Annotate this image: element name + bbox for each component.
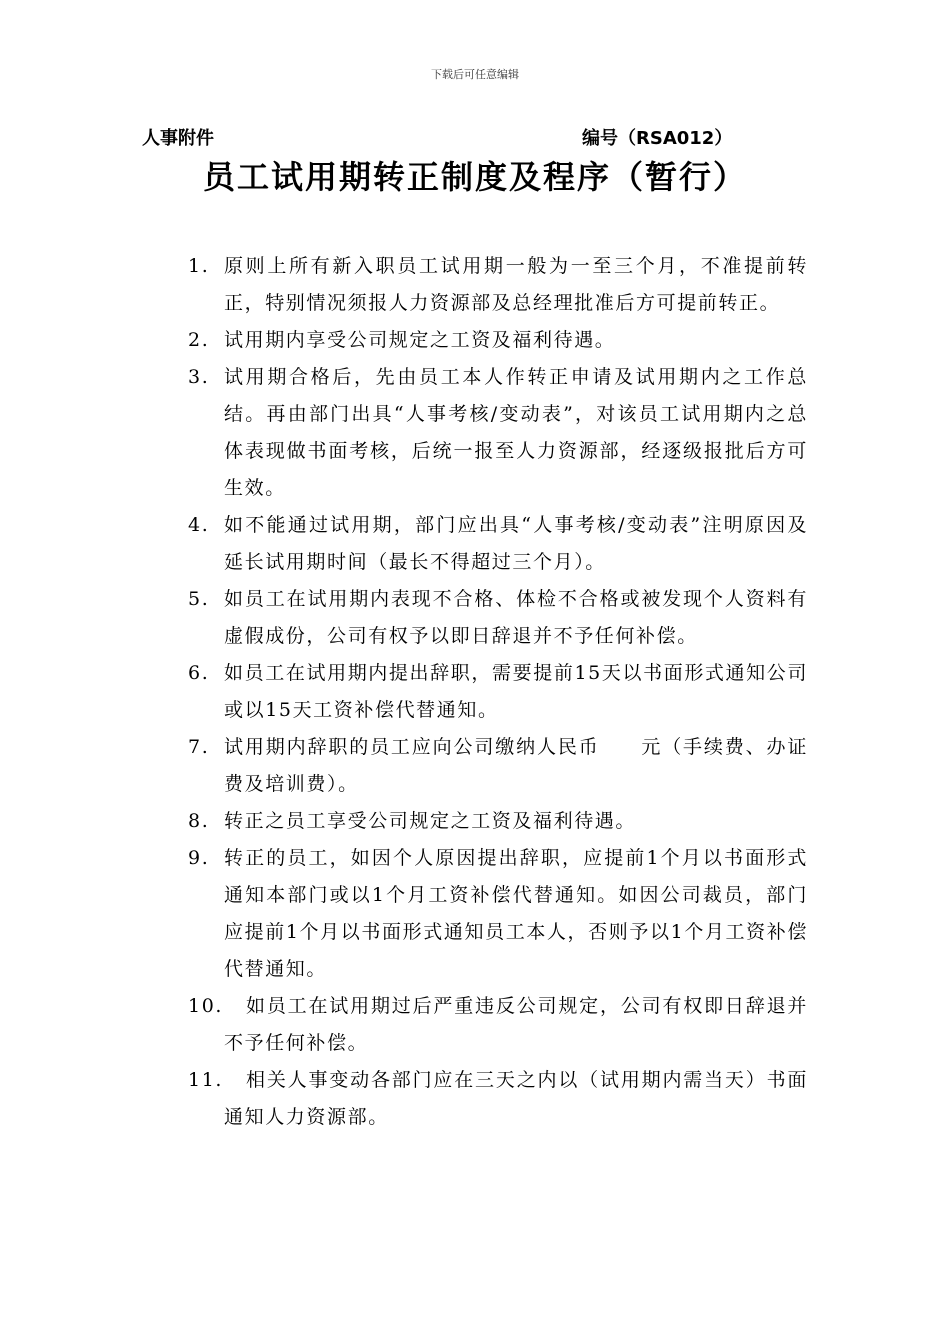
clause-item: [188, 507, 808, 581]
clause-item: [188, 729, 808, 803]
clause-list: [188, 248, 808, 1136]
clause-text: 试用期合格后，先由员工本人作转正申请及试用期内之工作总结。再由部门出具“人事考核/变动表”，对该员工试用期内之总体表现做书面考核，后统一报至人力资源部，经逐级报批后方可生效。: [224, 366, 808, 499]
clause-number: 4.: [188, 514, 210, 536]
clause-item: [188, 248, 808, 322]
clause-item: [188, 803, 808, 840]
clause-text: 原则上所有新入职员工试用期一般为一至三个月，不准提前转正，特别情况须报人力资源部及总经理批准后方可提前转正。: [224, 255, 808, 314]
download-note: 下载后可任意编辑: [431, 68, 519, 81]
clause-number: 10.: [188, 995, 224, 1017]
clause-item: [188, 359, 808, 507]
clause-text: 转正之员工享受公司规定之工资及福利待遇。: [224, 810, 637, 832]
document-title: 员工试用期转正制度及程序（暂行）: [202, 158, 747, 196]
clause-text: 如员工在试用期过后严重违反公司规定，公司有权即日辞退并不予任何补偿。: [224, 995, 808, 1054]
clause-number: 2.: [188, 329, 210, 351]
clause-number: 9.: [188, 847, 210, 869]
clause-number: 11.: [188, 1069, 224, 1091]
document-number: 编号（RSA012）: [582, 128, 733, 149]
clause-item: [188, 322, 808, 359]
clause-number: 8.: [188, 810, 210, 832]
clause-text: 转正的员工，如因个人原因提出辞职，应提前1个月以书面形式通知本部门或以1个月工资补偿代替通知。如因公司裁员，部门应提前1个月以书面形式通知员工本人，否则予以1个月工资补偿代替通知。: [224, 847, 808, 980]
clause-text: 如员工在试用期内表现不合格、体检不合格或被发现个人资料有虚假成份，公司有权予以即日辞退并不予任何补偿。: [224, 588, 808, 647]
document-category-label: 人事附件: [142, 128, 214, 149]
clause-item: [188, 581, 808, 655]
clause-number: 6.: [188, 662, 210, 684]
clause-text: 相关人事变动各部门应在三天之内以（试用期内需当天）书面通知人力资源部。: [224, 1069, 808, 1128]
clause-item: [188, 1062, 808, 1136]
clause-item: [188, 988, 808, 1062]
clause-text: 如员工在试用期内提出辞职，需要提前15天以书面形式通知公司或以15天工资补偿代替通知。: [224, 662, 808, 721]
clause-text: 试用期内辞职的员工应向公司缴纳人民币 元（手续费、办证费及培训费）。: [224, 736, 808, 795]
clause-item: [188, 840, 808, 988]
clause-text: 如不能通过试用期，部门应出具“人事考核/变动表”注明原因及延长试用期时间（最长不得超过三个月）。: [224, 514, 808, 573]
clause-text: 试用期内享受公司规定之工资及福利待遇。: [224, 329, 616, 351]
clause-number: 7.: [188, 736, 210, 758]
clause-number: 1.: [188, 255, 210, 277]
clause-item: [188, 655, 808, 729]
clause-number: 3.: [188, 366, 210, 388]
clause-number: 5.: [188, 588, 210, 610]
